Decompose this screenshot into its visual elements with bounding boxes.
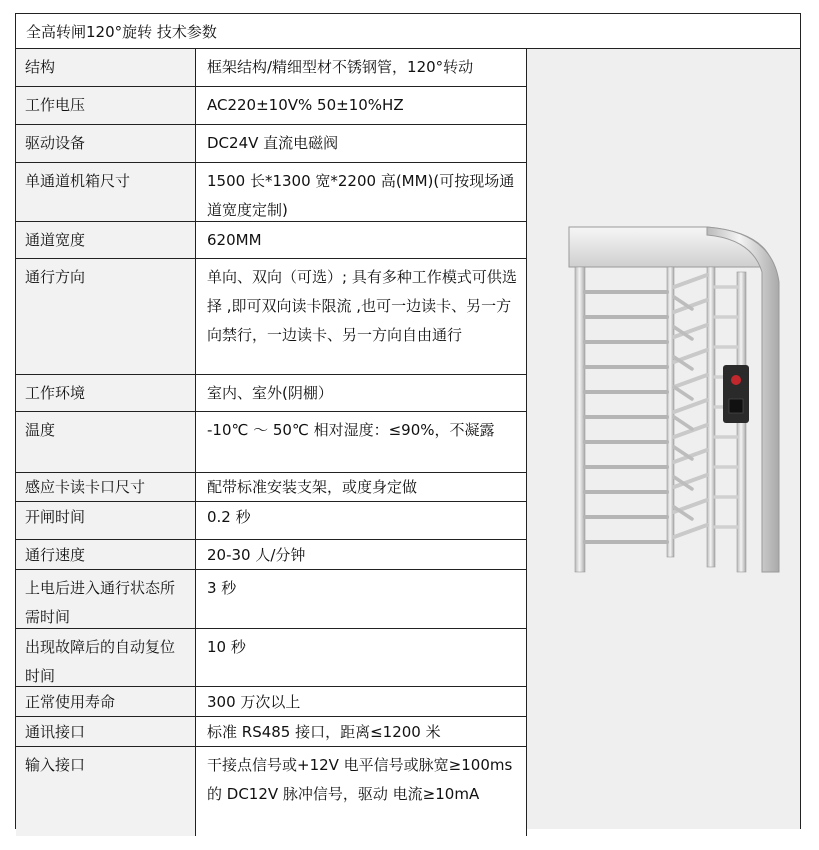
row-label: 单通道机箱尺寸 [16, 163, 196, 221]
row-label: 通行速度 [16, 540, 196, 569]
table-row [16, 259, 527, 375]
row-value: 框架结构/精细型材不锈钢管，120°转动 [196, 49, 527, 86]
row-label: 结构 [16, 49, 196, 86]
table-row [16, 570, 527, 629]
row-label: 正常使用寿命 [16, 687, 196, 716]
row-label: 输入接口 [16, 747, 196, 836]
table-row [16, 412, 527, 473]
title-row [16, 14, 800, 49]
table-row [16, 717, 527, 747]
row-value: 标准 RS485 接口，距离≤1200 米 [196, 717, 527, 746]
row-value: 3 秒 [196, 570, 527, 628]
table-row [16, 49, 527, 87]
spec-sheet [15, 13, 801, 829]
row-value: 配带标准安装支架，或度身定做 [196, 473, 527, 501]
row-value: AC220±10V% 50±10%HZ [196, 87, 527, 124]
table-row [16, 502, 527, 540]
table-row [16, 629, 527, 687]
spec-table [16, 49, 527, 836]
row-label: 通讯接口 [16, 717, 196, 746]
row-label: 通道宽度 [16, 222, 196, 258]
table-row [16, 163, 527, 222]
full-height-turnstile-icon [557, 187, 807, 577]
row-label: 开闸时间 [16, 502, 196, 539]
row-label: 通行方向 [16, 259, 196, 374]
row-value: 300 万次以上 [196, 687, 527, 716]
table-row [16, 222, 527, 259]
row-value: 10 秒 [196, 629, 527, 686]
row-value: 干接点信号或+12V 电平信号或脉宽≥100ms 的 DC12V 脉冲信号，驱动 电流≥10mA [196, 747, 527, 836]
row-value: 1500 长*1300 宽*2200 高(MM)(可按现场通道宽度定制) [196, 163, 527, 221]
table-row [16, 540, 527, 570]
table-row [16, 473, 527, 502]
row-label: 工作环境 [16, 375, 196, 411]
table-row [16, 375, 527, 412]
row-value: DC24V 直流电磁阀 [196, 125, 527, 162]
row-label: 感应卡读卡口尺寸 [16, 473, 196, 501]
row-value: 0.2 秒 [196, 502, 527, 539]
table-row [16, 87, 527, 125]
table-row [16, 747, 527, 836]
product-photo-cell [527, 49, 800, 829]
row-label: 温度 [16, 412, 196, 472]
row-value: 20-30 人/分钟 [196, 540, 527, 569]
row-value: 620MM [196, 222, 527, 258]
row-value: 单向、双向（可选）; 具有多种工作模式可供选择 ,即可双向读卡限流 ,也可一边读卡、另一方向禁行，一边读卡、另一方向自由通行 [196, 259, 527, 374]
row-value: -10℃ ～ 50℃ 相对湿度：≤90%，不凝露 [196, 412, 527, 472]
table-row [16, 125, 527, 163]
sheet-title: 全高转闸120°旋转 技术参数 [26, 23, 217, 41]
row-label: 驱动设备 [16, 125, 196, 162]
row-label: 上电后进入通行状态所需时间 [16, 570, 196, 628]
row-label: 工作电压 [16, 87, 196, 124]
row-label: 出现故障后的自动复位时间 [16, 629, 196, 686]
row-value: 室内、室外(阴棚） [196, 375, 527, 411]
table-row [16, 687, 527, 717]
